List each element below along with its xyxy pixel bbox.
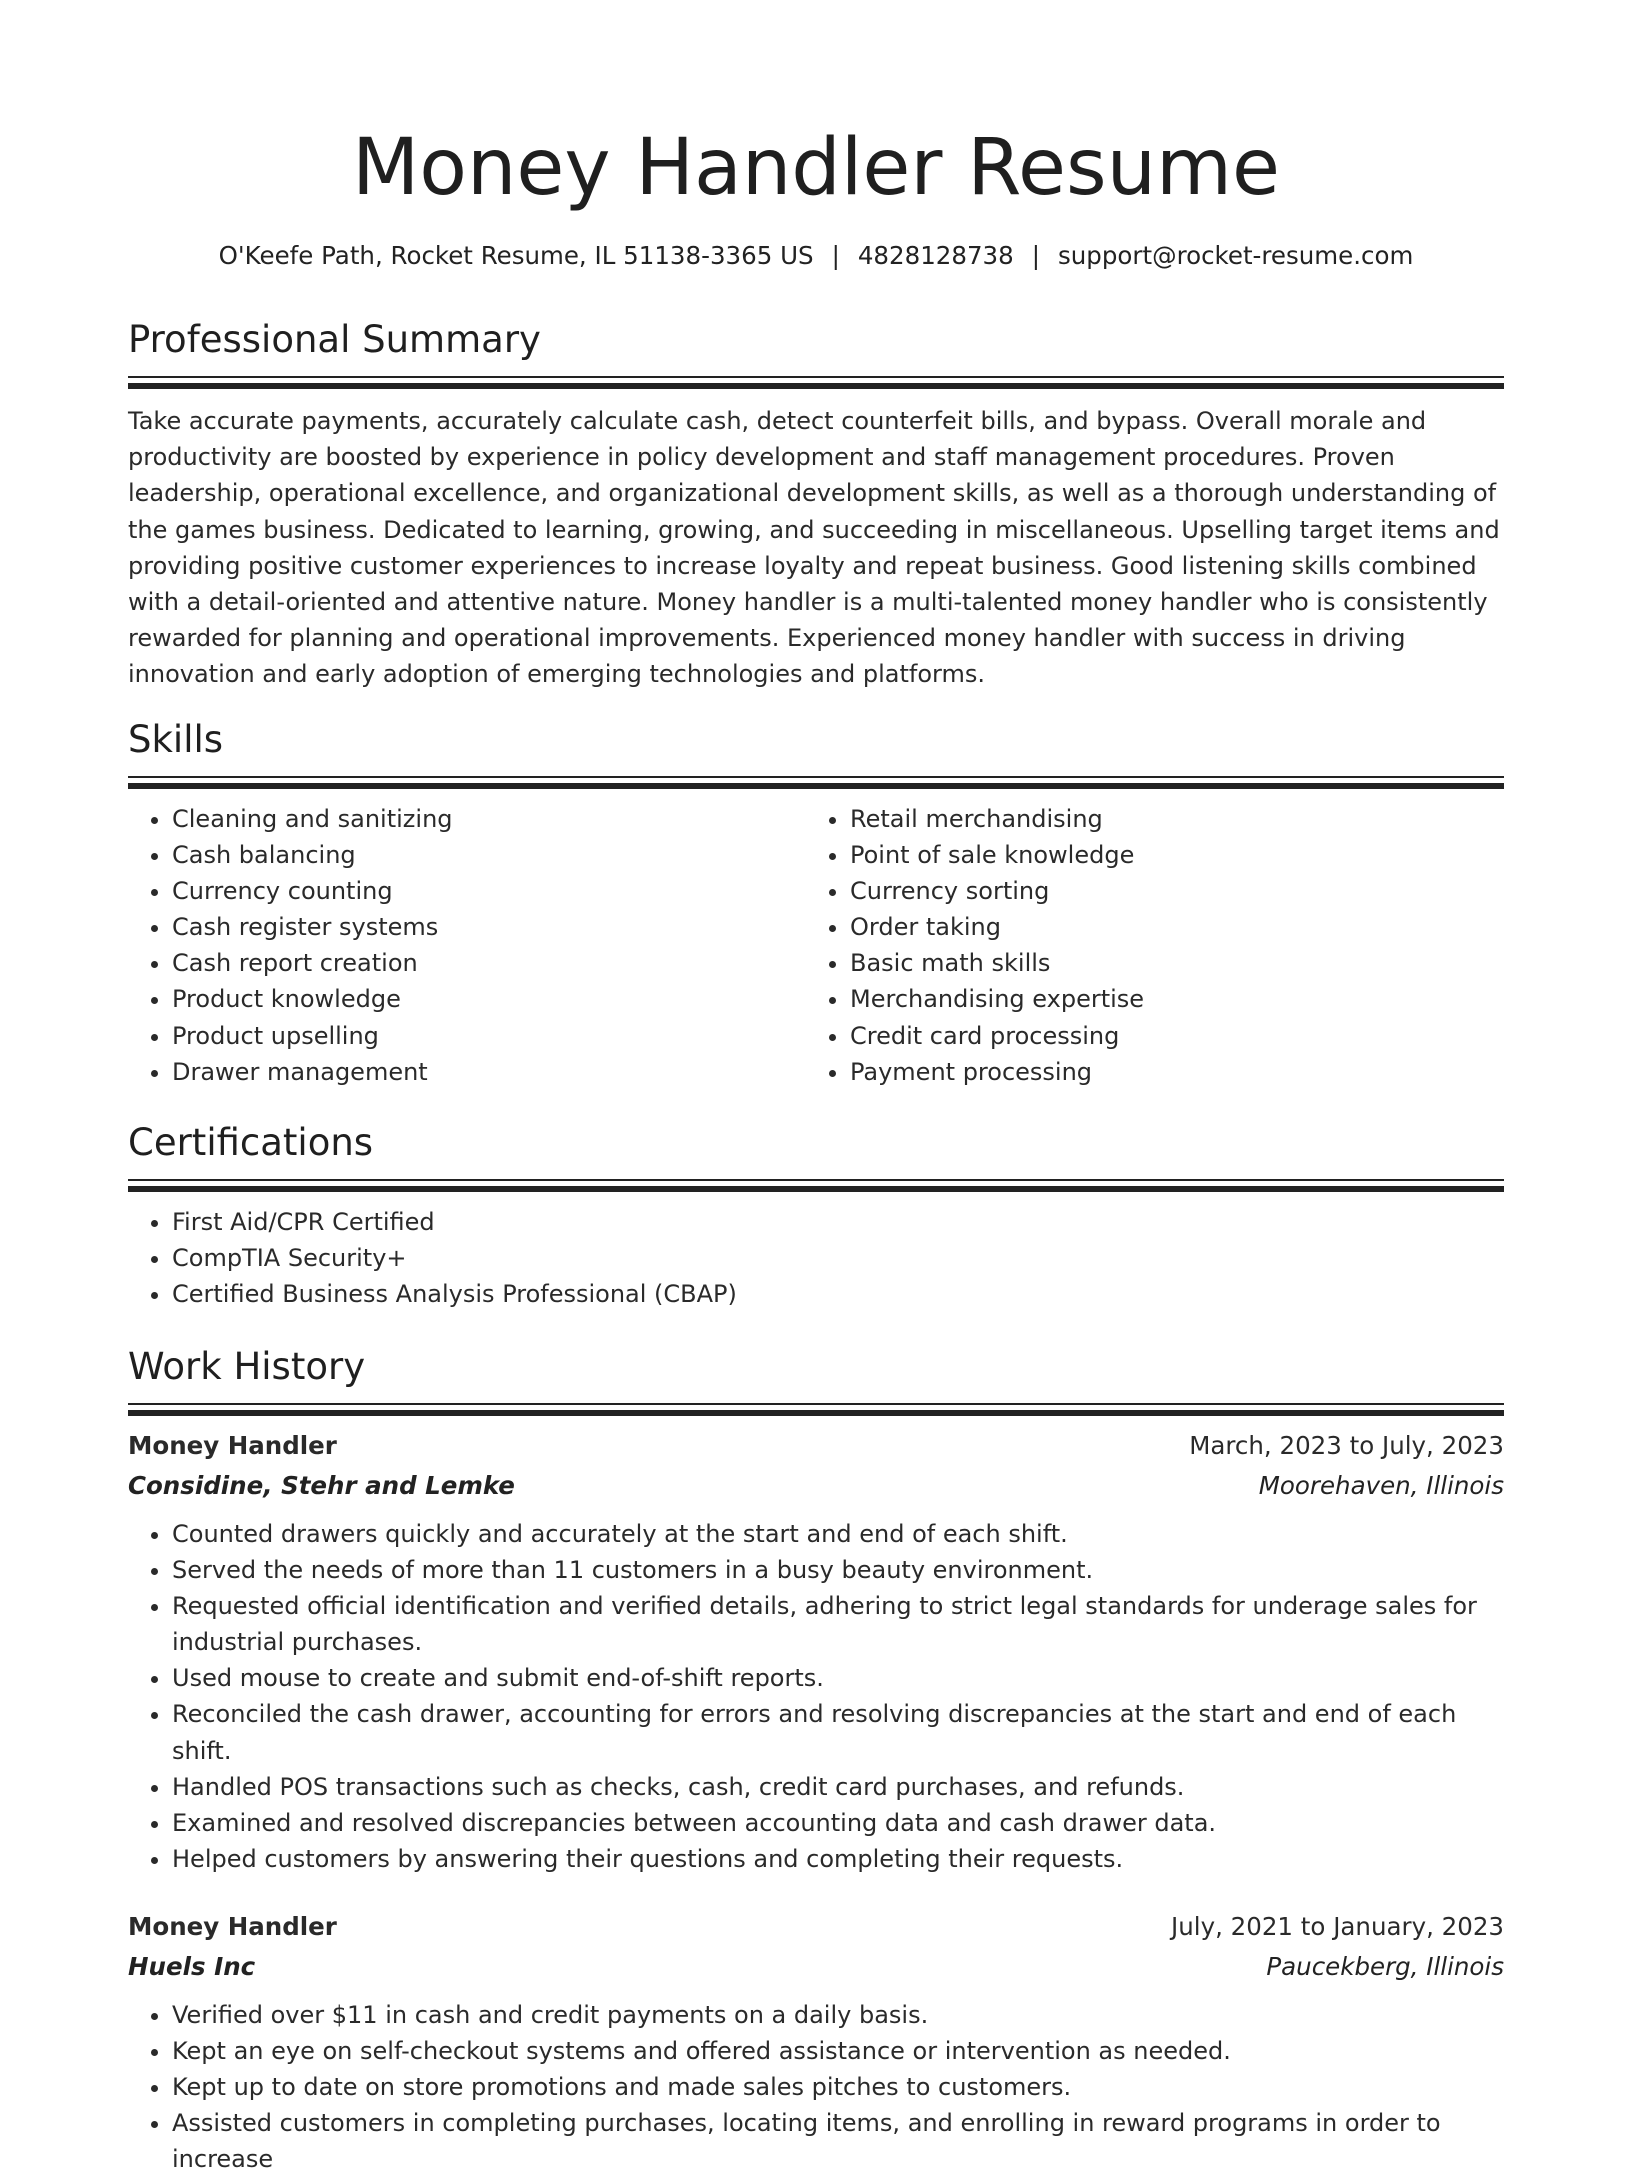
skill-item: • Point of sale knowledge	[850, 837, 1484, 873]
skill-item: • Drawer management	[172, 1054, 806, 1090]
contact-line	[128, 236, 1504, 276]
skill-item: • Cash balancing	[172, 837, 806, 873]
job-bullet: • Used mouse to create and submit end-of-shift reports.	[172, 1660, 1504, 1696]
job-bullet: • Examined and resolved discrepancies between accounting data and cash drawer data.	[172, 1805, 1504, 1841]
skill-item: • Cleaning and sanitizing	[172, 801, 806, 837]
skill-item: • Currency counting	[172, 873, 806, 909]
section-divider	[128, 1179, 1504, 1192]
section-heading: Professional Summary	[128, 318, 541, 361]
certification-item: • First Aid/CPR Certified	[172, 1204, 1504, 1240]
skill-item: • Basic math skills	[850, 945, 1484, 981]
job-entry	[128, 1907, 1504, 2177]
job-title: Money Handler	[128, 1911, 337, 1941]
job-location: Paucekberg, Illinois	[1266, 1951, 1504, 1981]
work-history-section	[128, 1341, 1504, 2177]
separator: |	[831, 241, 840, 270]
skill-item: • Product upselling	[172, 1018, 806, 1054]
section-heading: Certifications	[128, 1121, 374, 1164]
job-bullet: • Kept an eye on self-checkout systems and offered assistance or intervention as needed.	[172, 2033, 1504, 2069]
job-bullet: • Kept up to date on store promotions and made sales pitches to customers.	[172, 2069, 1504, 2105]
skill-item: • Cash register systems	[172, 909, 806, 945]
address: O'Keefe Path, Rocket Resume, IL 51138-3365 US	[218, 241, 814, 270]
section-heading: Skills	[128, 718, 224, 761]
skill-item: • Currency sorting	[850, 873, 1484, 909]
job-bullet: • Requested official identification and verified details, adhering to strict legal standards for underage sales for industrial purchases.	[172, 1588, 1504, 1660]
skills-column-left	[128, 801, 806, 1090]
skills-columns	[128, 801, 1504, 1090]
skills-section	[128, 714, 1504, 1090]
skill-item: • Cash report creation	[172, 945, 806, 981]
certification-item: • Certified Business Analysis Professional (CBAP)	[172, 1276, 1504, 1312]
certification-item: • CompTIA Security+	[172, 1240, 1504, 1276]
skill-item: • Merchandising expertise	[850, 981, 1484, 1017]
page-title: Money Handler Resume	[351, 123, 1281, 213]
skill-item: • Order taking	[850, 909, 1484, 945]
phone: 4828128738	[857, 241, 1014, 270]
separator: |	[1031, 241, 1040, 270]
skill-item: • Retail merchandising	[850, 801, 1484, 837]
job-dates: July, 2021 to January, 2023	[1171, 1911, 1504, 1941]
section-divider	[128, 1403, 1504, 1416]
section-divider	[128, 776, 1504, 789]
job-bullet: • Reconciled the cash drawer, accounting for errors and resolving discrepancies at the start and end of each shift.	[172, 1696, 1504, 1768]
job-bullet: • Handled POS transactions such as checks, cash, credit card purchases, and refunds.	[172, 1769, 1504, 1805]
skill-item: • Credit card processing	[850, 1018, 1484, 1054]
job-bullet: • Verified over $11 in cash and credit payments on a daily basis.	[172, 1997, 1504, 2033]
email-link[interactable]: support@rocket-resume.com	[1058, 241, 1414, 270]
job-entry	[128, 1426, 1504, 1877]
skill-item: • Payment processing	[850, 1054, 1484, 1090]
summary-section	[128, 314, 1504, 693]
summary-text: Take accurate payments, accurately calculate cash, detect counterfeit bills, and bypass. Overall morale and productivity are boosted by experience in policy development and staff management procedures. Proven leadership, operational excellence, and organizational development skills, as well as a thorough understanding of the games business. Dedicated to learning, growing, and succeeding in miscellaneous. Upselling target items and providing positive customer experiences to increase loyalty and repeat business. Good listening skills combined with a detail-oriented and attentive nature. Money handler is a multi-talented money handler who is consistently rewarded for planning and operational improvements. Experienced money handler with success in driving innovation and early adoption of emerging technologies and platforms.	[128, 407, 1500, 689]
job-title: Money Handler	[128, 1431, 337, 1460]
skills-column-right	[806, 801, 1484, 1090]
job-dates: March, 2023 to July, 2023	[1189, 1431, 1504, 1460]
job-location: Moorehaven, Illinois	[1258, 1471, 1504, 1500]
certifications-section	[128, 1117, 1504, 1312]
job-bullet: • Assisted customers in completing purchases, locating items, and enrolling in reward programs in order to increase	[172, 2105, 1504, 2177]
job-bullet: • Helped customers by answering their questions and completing their requests.	[172, 1841, 1504, 1877]
job-company: Considine, Stehr and Lemke	[128, 1471, 515, 1500]
skill-item: • Product knowledge	[172, 981, 806, 1017]
section-divider	[128, 376, 1504, 389]
section-heading: Work History	[128, 1345, 366, 1388]
job-company: Huels Inc	[128, 1951, 256, 1981]
job-bullet: • Counted drawers quickly and accurately at the start and end of each shift.	[172, 1516, 1504, 1552]
job-bullet: • Served the needs of more than 11 customers in a busy beauty environment.	[172, 1552, 1504, 1588]
